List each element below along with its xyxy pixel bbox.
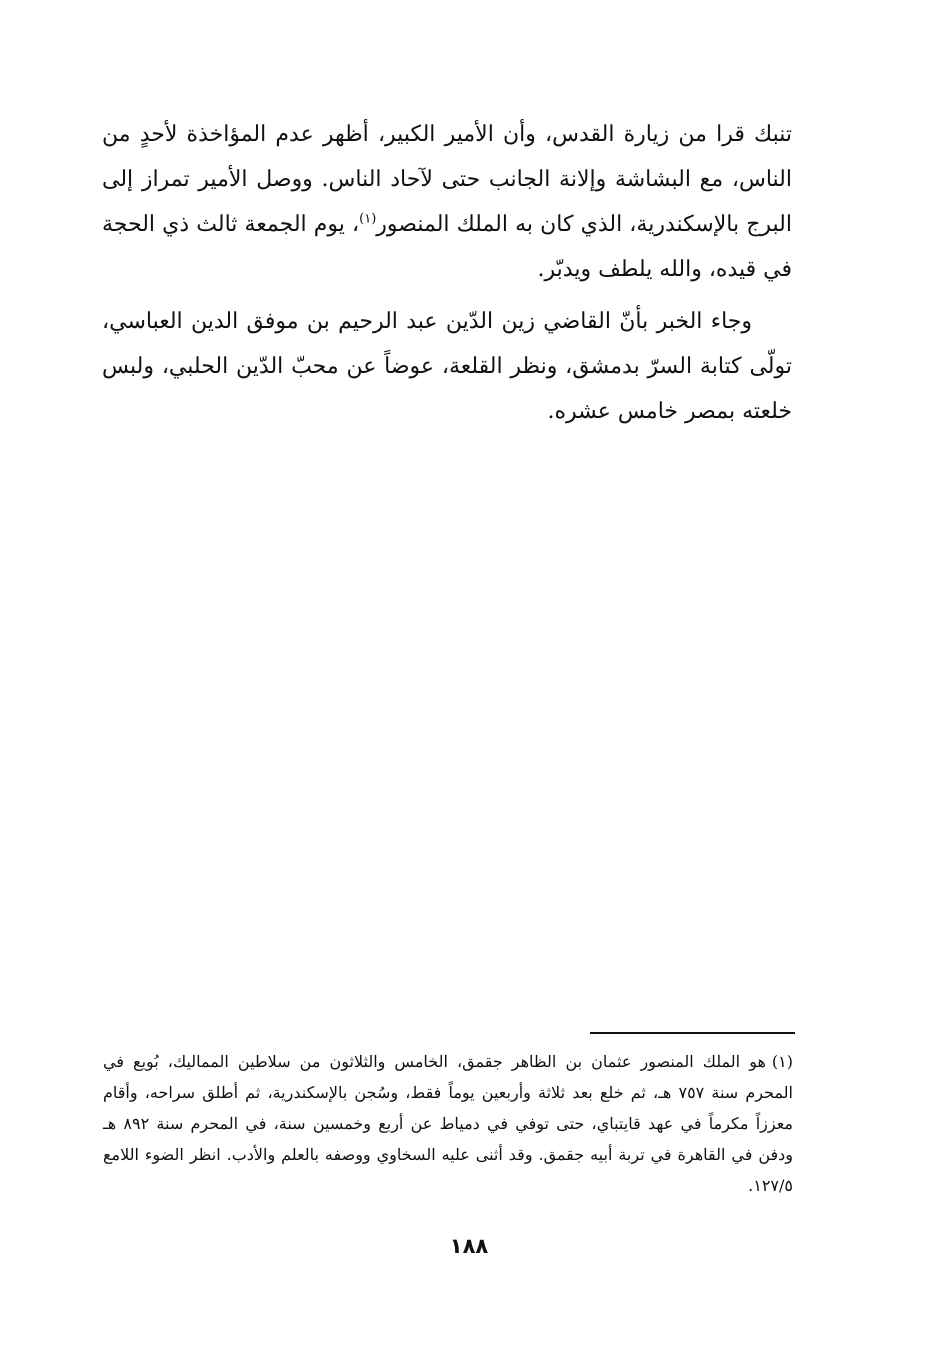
paragraph-1-text-end: ، يوم الجمعة ثالث ذي الحجة في قيده، والله يلطف ويدبّر.	[102, 212, 792, 282]
footnote-number: (١)	[771, 1052, 793, 1071]
paragraph-1-text-start: تنبك قرا من زيارة القدس، وأن الأمير الكبير، أظهر عدم المؤاخذة لأحدٍ من الناس، مع البشاشة وإلانة الجانب حتى لآحاد الناس. ووصل الأمير تمراز إلى البرج بالإسكندرية، الذي كان به الملك المنصور	[102, 122, 792, 237]
footnote-text: هو الملك المنصور عثمان بن الظاهر جقمق، الخامس والثلاثون من سلاطين المماليك، بُويع في المحرم سنة ٧٥٧ هـ، ثم خلع بعد ثلاثة وأربعين يوماً فقط، وسُجن بالإسكندرية، ثم أطلق سراحه، وأقام معززاً مكرماً في عهد قايتباي، حتى توفي في دمياط عن أربع وخمسين سنة، في المحرم سنة ٨٩٢ هـ ودفن في القاهرة في تربة أبيه جقمق. وقد أثنى عليه السخاوي ووصفه بالعلم والأدب. انظر الضوء اللامع ١٢٧/٥.	[103, 1052, 794, 1195]
footnote-separator	[590, 1032, 795, 1034]
paragraph-2: وجاء الخبر بأنّ القاضي زين الدّين عبد الرحيم بن موفق الدين العباسي، تولّى كتابة السرّ بدمشق، ونظر القلعة، عوضاً عن محبّ الدّين الحلبي، ولبس خلعته بمصر خامس عشره.	[102, 309, 792, 424]
paragraph-1	[102, 112, 792, 292]
footnote	[103, 1046, 793, 1201]
page-number: ١٨٨	[449, 1234, 489, 1258]
footnote-reference: (١)	[359, 211, 377, 227]
main-text	[102, 112, 792, 434]
